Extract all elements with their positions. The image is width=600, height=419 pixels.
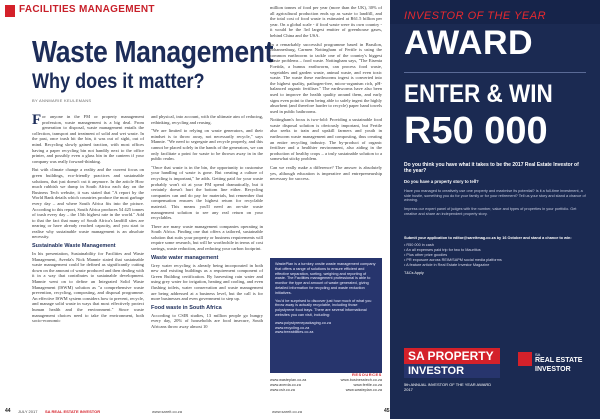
- footer-website[interactable]: www.sareit.co.za: [152, 409, 183, 414]
- advert-paragraph: Impress our expert panel of judges with the number, value and types of properties in your portfolio. Get creative and share an independent property story.: [404, 207, 577, 216]
- article-byline: BY ANNMARIE KEULEMANS: [32, 98, 92, 103]
- section-marker-icon: [5, 5, 15, 17]
- logo-caption: 5th ANNUAL INVESTOR OF THE YEAR AWARD 2017: [404, 382, 492, 392]
- footer-website[interactable]: www.sareit.co.za: [272, 409, 303, 414]
- subheading: Sustainable Waste Management: [32, 243, 116, 250]
- paragraph: There are many waste management companies operating in South Africa. Finding one that offers a tailored, sustainable solution that suits your property or business requirements will require some research, but will be worthwhile in terms of cost savings, waste reduction, and reducing your carbon footprint.: [151, 223, 263, 252]
- issue-date: JULY 2017: [18, 409, 38, 414]
- prize-item: • R50 000 in cash: [404, 243, 434, 247]
- paragraph: and physical, into account, with the ultimate aim of reducing, rethinking, recycling and reusing.: [151, 114, 263, 125]
- resource-link[interactable]: www.wasteplan.co.za: [270, 378, 307, 382]
- logo-line: REAL ESTATE: [535, 357, 583, 364]
- article-column-2: [151, 114, 263, 409]
- paragraph: "We are limited to relying on waste generators, and their mindset is to throw away, not necessarily recycle," says Mannie. "We need to segregate and recycle properly, and this cannot be placed solely in the hands of the generators, we can only facilitate a point for waste to be thrown away in in the public realm.: [151, 128, 263, 162]
- page-number-right: 45: [384, 408, 390, 414]
- prize-item: • Plus other prize goodies: [404, 253, 448, 257]
- paragraph: In a remarkably successful programme based in Brasilon, Johannesburg, Carmen Nottingham of Fertile is using the common earthworm to tackle one of the country's biggest waste problems – food waste. Nottingham says, "The Eisenia Foetida, a humus earthworm, can process food waste, vegetables and garden waste, animal waste, and even toxic waste. The waste these earthworms ingest is converted into the highest quality, pathogen-free, micro-organism rich, pH-balanced organic fertiliser." The earthworms have also been used to improve the health quality around them, and early signs even point to them being able to safely ingest the highly absorbent (and therefore harder to recycle) paper hand towels used in public bathrooms.: [270, 41, 382, 114]
- advert-divider: [404, 72, 586, 73]
- prize-item: • A feature article in Real Estate Investor Magazine: [404, 263, 490, 267]
- info-paragraph: WastePlan is a turnkey onsite waste management company that offers a range of solutions to ensure efficient and effective separation, sorting, weighing and reporting of waste. The Facilities management professional is able to monitor the type and amount of waste generated, giving detailed information for recycling and waste reduction initiatives.: [275, 262, 376, 295]
- info-box: [270, 258, 382, 373]
- section-title: FACILITIES MANAGEMENT: [19, 4, 155, 15]
- publication-logo: [518, 352, 588, 402]
- paragraph: Nottingham's focus is two-fold: Providing a sustainable food waste disposal solution is obviously important, but Fertile also seeks to train and upskill farmers and youth in earthworm waste management and composting, thus creating an entire recycling industry. The by-product of organic fertiliser and a healthier environment, also aiding in the production of healthy crops – a truly sustainable solution to a somewhat sticky problem.: [270, 117, 382, 162]
- resources-label: RESOURCES: [352, 372, 382, 377]
- advert-kicker: INVESTOR OF THE YEAR: [404, 10, 547, 22]
- publication-name: SA REAL ESTATE INVESTOR: [45, 409, 101, 414]
- info-link[interactable]: www.recycling.co.za: [275, 325, 310, 330]
- advert-entry-instructions[interactable]: Submit your application to editor@sareitmag.co.za by 16 October and stand a chance to win:: [404, 236, 572, 240]
- paragraph: million tonnes of food per year (more than the UK), 30% of all agricultural production ends up as waste to landfill, and the total cost of food waste is estimated at R61.5 billion per year. On a global scale - if food waste were its own country - it would be the 3rd largest emitter of greenhouse gases, behind China and the USA.: [270, 5, 382, 38]
- paragraph: Grey water recycling is already being incorporated in both new and existing buildings as a requirement component of Green Building certification. By harvesting rain water and using grey water for irrigation, heating and cooling, and even flushing toilets, water conservation and waste management are being addressed at a business level, but the call is for more businesses and even government to step up.: [151, 262, 263, 302]
- advert-prize-amount: R50 000: [404, 110, 548, 152]
- logo-top: SA PROPERTY: [404, 348, 500, 364]
- paragraph: But with climate change a reality and the current focus on green buildings, eco-friendly practices and sustainable solutions, that just doesn't cut it anymore. In the article How much rubbish we dump in South Africa each day on the Business Tech website, it was stated that "A report by the World Bank details which countries produce the most garbage every day – and where South Africa fits into the picture. According to this report, South Africa produces 54 425 tonnes of trash every day – the 15th highest rate in the world." Add to that the fact that many of South Africa's landfill sites are nearing or have already reached capacity, and you start to realise why sustainable waste management is an absolute necessity.: [32, 167, 144, 240]
- award-advert: [390, 0, 600, 419]
- article-column-3: [270, 5, 382, 260]
- advert-prizes: [404, 236, 586, 276]
- info-link[interactable]: www.polystyrenepackaging.co.za: [275, 320, 331, 325]
- logo-line: SA: [535, 352, 541, 357]
- advert-lead: Do you have a property story to tell?: [404, 179, 479, 184]
- logo-bottom: INVESTOR: [404, 364, 500, 378]
- advert-body: [404, 180, 586, 221]
- info-paragraph: You'd be surprised to discover just how much of what you throw away is actually recyclable, including those polystyrene food trays. There are several informational websites you can visit, including:: [275, 298, 372, 317]
- article-title: Waste Management: [32, 34, 274, 69]
- drop-cap: F: [32, 114, 42, 128]
- info-links: [275, 321, 377, 335]
- article-subtitle: Why does it matter?: [32, 70, 205, 93]
- resource-link[interactable]: www.wasteplan.co.za: [345, 388, 382, 392]
- logo-line: INVESTOR: [535, 366, 571, 373]
- terms-note: T&Cs Apply: [404, 271, 424, 275]
- subheading: Food waste in South Africa: [151, 304, 222, 311]
- paragraph: or anyone in the FM or property management profession, waste management is a big deal. From generation to disposal, waste management entails the collection, transport and treatment of solid and wet waste. In the past, once trash hit the bin, it was out of sight, out of mind. Recycling slowly gained traction, with most offices having a paper recycling bin not handily next to the office printer, and possibly even a glass bin in the canteen if your company was really forward-thinking.: [32, 114, 144, 164]
- page-number-left: 44: [5, 408, 11, 414]
- advert-award-title: AWARD: [404, 24, 534, 62]
- prize-item: • An all expenses paid trip for two to Mauritius: [404, 248, 481, 252]
- resource-link[interactable]: www.businesstech.co.za: [340, 378, 382, 382]
- resource-link[interactable]: www.csir.co.za: [270, 388, 295, 392]
- prize-item: • PR exposure across REIM/SAPM social media platforms: [404, 258, 502, 262]
- paragraph: In his presentation, Sustainability for Facilities and Waste Management, Averda's Nick Mannie stated that sustainable waste management could be defined as significantly cutting down on the amount of waste produced and then dealing with it in a way that contributes to sustainable development. Mannie went on to define an Integrated Solid Waste Management (ISWM) solution as "a comprehensive waste prevention, recycling, composting, and disposal programme. An effective ISWM system considers how to prevent, recycle, and manage solid waste in ways that most effectively protect human health and the environment." Since waste management choices need to take the environment, both socio-economic: [32, 251, 144, 324]
- advert-enter-win: ENTER & WIN: [404, 80, 553, 108]
- subheading: Waste water management: [151, 254, 219, 261]
- advert-question: Do you think you have what it takes to be the 2017 Real Estate Investor of the year?: [404, 162, 579, 174]
- investor-award-logo: [404, 348, 500, 410]
- logo-mark-icon: [518, 352, 532, 366]
- resource-link[interactable]: www.averda.co.za: [270, 383, 301, 387]
- paragraph: "Once that waste is in the bin, the opportunity to customise your handling of waste is gone. But creating a culture of recycling is important," he adds. Getting paid for your waste probably won't sit at your FM spend dramatically, but it certainly doesn't hurt the bottom line either. Recycling companies can and do pay for materials, but remember that compensation ensures the highest return for recyclable material. This means you'll need an on-site waste management solution to see any real return on your recyclables.: [151, 164, 263, 221]
- article-column-1: [32, 114, 144, 409]
- advert-paragraph: Have you managed to creatively use one property and maximise its potential? Is it a full-time investment, a side hustle, something you do for your family or for your retirement? Tell us your story and stand a chance of winning.: [404, 188, 586, 203]
- info-link[interactable]: www.treeabilities.co.za: [275, 330, 314, 335]
- paragraph: According to CSIR studies, 13 million people go hungry every day, 20% of households are food insecure, South Africans throw away almost 10: [151, 312, 263, 329]
- resource-link[interactable]: www.fertile.co.za: [353, 383, 382, 387]
- paragraph: Can we really make a difference? The answer is absolutely yes, although education is imperative and entrepreneurship necessary for success.: [270, 165, 382, 182]
- resources-list: [270, 378, 382, 393]
